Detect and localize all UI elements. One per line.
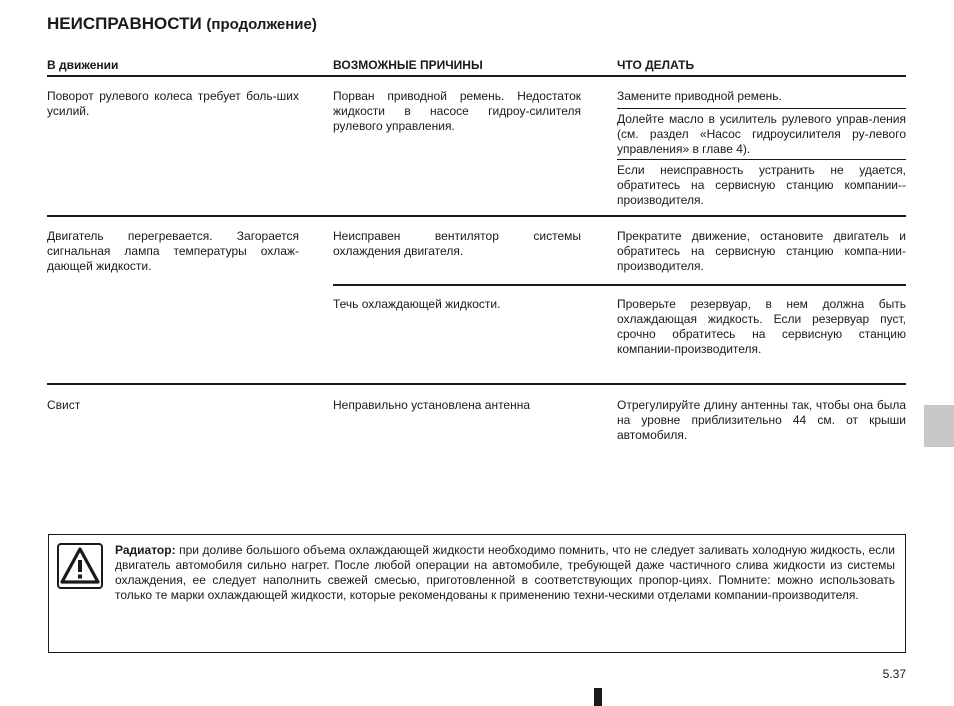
row-2-symptom: Двигатель перегревается. Загорается сигнальная лампа температуры охлаж-дающей жидкости. (47, 229, 299, 273)
row-1-action-1: Замените приводной ремень. (617, 89, 782, 103)
bottom-edge-marker (594, 688, 602, 706)
warning-body: при доливе большого объема охлаждающей жидкости необходимо помнить, что не следует заливать холодную жидкость, если двигатель автомобиля сильно нагрет. После любой операции на автомобиле, требующей даже частичного слива жидкости из системы охлаждения, ее следует наполнить свежей смесью, приготовленной в соответствующих пропор-циях. Помните: можно использовать только те марки охлаждающей жидкости, которые рекомендованы к применению техни-ческими отделами компании-производителя. (115, 543, 895, 602)
column-header-symptom: В движении (47, 58, 119, 72)
warning-label: Радиатор: (115, 543, 176, 557)
warning-text (59, 543, 895, 603)
row-separator (47, 383, 906, 385)
row-1-symptom: Поворот рулевого колеса требует боль-ших усилий. (47, 89, 299, 118)
action-separator (617, 108, 906, 109)
row-separator (47, 215, 906, 217)
row-1-action-2: Долейте масло в усилитель рулевого управ-ления (см. раздел «Насос гидроусилителя ру-левого управления» в главе 4). (617, 112, 906, 156)
row-3-action: Отрегулируйте длину антенны так, чтобы она была на уровне приблизительно 44 см. от крыши автомобиля. (617, 398, 906, 442)
row-2-cause-1: Неисправен вентилятор системы охлаждения двигателя. (333, 229, 581, 258)
row-1-action-3: Если неисправность устранить не удается, обратитесь на сервисную станцию компании--производителя. (617, 163, 906, 207)
row-2-action-2: Проверьте резервуар, в нем должна быть охлаждающая жидкость. Если резервуар пуст, срочно обратитесь на сервисную станцию компании-производителя. (617, 297, 906, 356)
table-header-rule (47, 75, 906, 77)
row-3-cause: Неправильно установлена антенна (333, 398, 531, 412)
row-1-cause: Порван приводной ремень. Недостаток жидкости в насосе гидроу-силителя рулевого управления. (333, 89, 581, 133)
title-main: НЕИСПРАВНОСТИ (47, 14, 202, 33)
column-header-actions: ЧТО ДЕЛАТЬ (617, 58, 695, 72)
section-side-tab (924, 405, 954, 447)
title-subtitle: (продолжение) (206, 16, 317, 33)
page-number: 5.37 (882, 667, 906, 681)
column-header-causes: ВОЗМОЖНЫЕ ПРИЧИНЫ (333, 58, 483, 72)
row-3-symptom: Свист (47, 398, 81, 412)
row-2-action-1: Прекратите движение, остановите двигатель и обратитесь на сервисную станцию компа-нии-производителя. (617, 229, 906, 273)
page-title (47, 14, 317, 34)
action-separator (617, 159, 906, 160)
row-2-cause-2: Течь охлаждающей жидкости. (333, 297, 501, 311)
warning-box (48, 534, 906, 653)
cause-separator (333, 284, 906, 286)
